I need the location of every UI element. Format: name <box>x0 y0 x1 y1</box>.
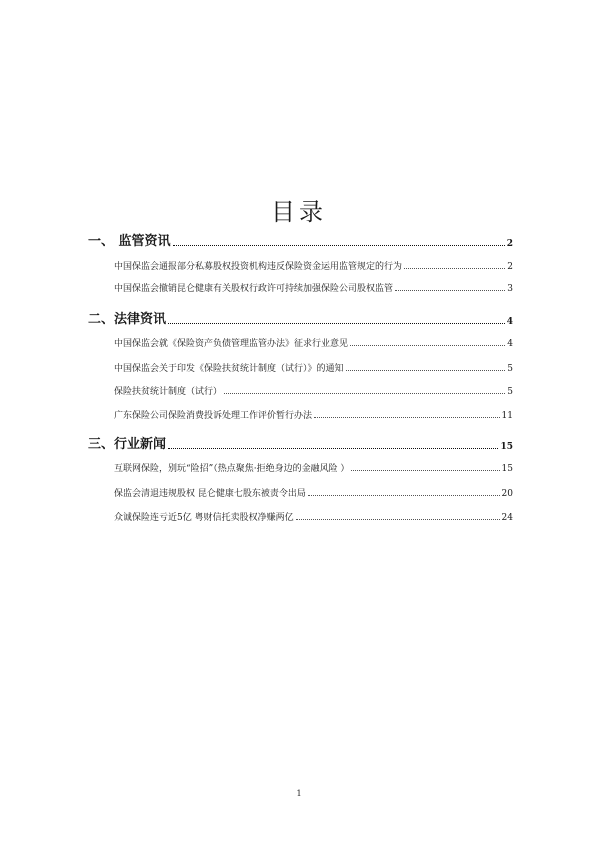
toc-entry[interactable] <box>88 461 513 474</box>
toc-title: 目录 <box>271 198 327 226</box>
page-number-footer: 1 <box>296 789 302 798</box>
dot-leader <box>395 289 505 291</box>
entry-label: 中国保监会就《保险资产负债管理监管办法》征求行业意见 <box>114 339 349 349</box>
dot-leader <box>404 267 505 269</box>
entry-page-number: 15 <box>501 464 513 474</box>
section-page-number: 4 <box>506 317 513 327</box>
entry-label: 互联网保险，别玩“险招”（热点聚焦·拒绝身边的金融风险 ） <box>114 464 350 474</box>
entry-label: 保监会清退违规股权 昆仑健康七股东被责令出局 <box>114 489 306 499</box>
entry-label: 众诚保险连亏近5亿 粤财信托卖股权净赚两亿 <box>114 513 294 523</box>
entry-page-number: 20 <box>501 489 513 499</box>
entry-label: 中国保监会通报部分私募股权投资机构违反保险资金运用监管规定的行为 <box>114 262 403 272</box>
section-label: 一、 监管资讯 <box>88 234 171 249</box>
entry-page-number: 24 <box>501 513 513 523</box>
entry-page-number: 5 <box>507 364 513 374</box>
dot-leader <box>308 494 500 496</box>
entry-label: 广东保险公司保险消费投诉处理工作评价暂行办法 <box>114 411 313 421</box>
section-label: 二、法律资讯 <box>88 312 167 327</box>
toc-entry[interactable] <box>88 486 513 499</box>
dot-leader <box>173 244 505 246</box>
entry-page-number: 5 <box>507 387 513 397</box>
dot-leader <box>168 447 498 449</box>
toc-entry[interactable] <box>88 510 513 523</box>
dot-leader <box>314 416 500 418</box>
toc-section-1[interactable] <box>88 230 513 249</box>
entry-page-number: 2 <box>507 262 513 272</box>
entry-page-number: 3 <box>507 284 513 294</box>
entry-label: 中国保监会撤销昆仑健康有关股权行政许可持续加强保险公司股权监管 <box>114 284 394 294</box>
entry-label: 保险扶贫统计制度（试行） <box>114 387 223 397</box>
section-label: 三、行业新闻 <box>88 437 167 452</box>
entry-page-number: 4 <box>507 339 513 349</box>
toc-entry[interactable] <box>88 408 513 421</box>
dot-leader <box>350 344 505 346</box>
section-page-number: 2 <box>506 239 513 249</box>
toc-entry[interactable] <box>88 384 513 397</box>
toc-entry[interactable] <box>88 259 513 272</box>
entry-label: 中国保监会关于印发《保险扶贫统计制度（试行）》的通知 <box>114 364 344 374</box>
dot-leader <box>346 369 506 371</box>
dot-leader <box>296 518 500 520</box>
toc-section-2[interactable] <box>88 308 513 327</box>
section-page-number: 15 <box>500 442 513 452</box>
toc-entry[interactable] <box>88 281 513 294</box>
toc-entry[interactable] <box>88 336 513 349</box>
dot-leader <box>168 322 505 324</box>
dot-leader <box>224 392 505 394</box>
toc-section-3[interactable] <box>88 433 513 452</box>
dot-leader <box>351 469 499 471</box>
toc-entry[interactable] <box>88 361 513 374</box>
entry-page-number: 11 <box>501 411 513 421</box>
